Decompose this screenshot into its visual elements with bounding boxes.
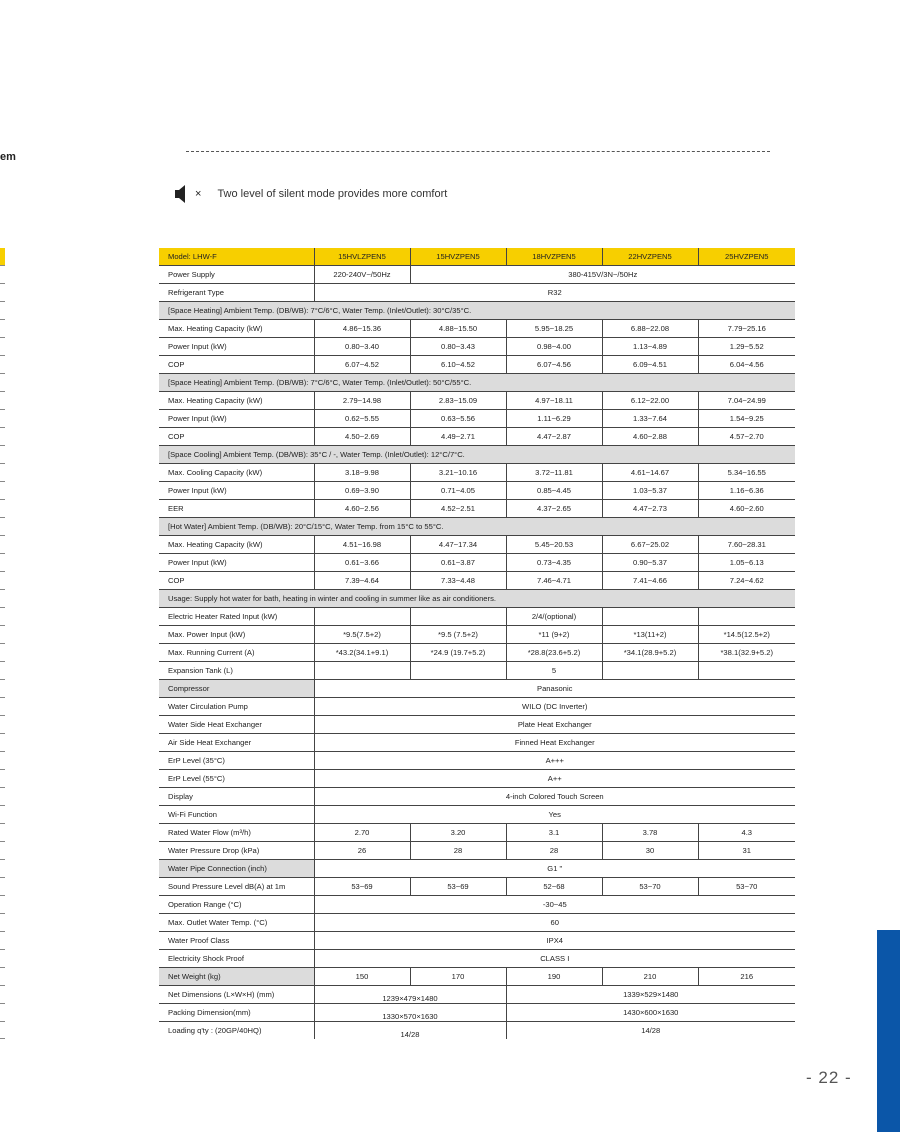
cell-value: R32 (314, 284, 795, 302)
row-tick (0, 319, 5, 320)
cell-value: WILO (DC Inverter) (314, 698, 795, 716)
cell-value: 5.95~18.25 (506, 320, 602, 338)
section-row (159, 518, 795, 536)
cell-value: 220-240V~/50Hz (314, 266, 410, 284)
cell-value: 4.60~2.88 (602, 428, 698, 446)
row-tick (0, 661, 5, 662)
row-label: Water Side Heat Exchanger (159, 716, 314, 734)
cell-value (314, 1022, 506, 1040)
table-row (159, 644, 795, 662)
cell-value: 4.61~14.67 (602, 464, 698, 482)
table-row (159, 806, 795, 824)
row-label: COP (159, 356, 314, 374)
table-row (159, 626, 795, 644)
row-label: ErP Level (35°C) (159, 752, 314, 770)
row-tick (0, 553, 5, 554)
cell-value: 190 (506, 968, 602, 986)
row-label: Packing Dimension(mm) (159, 1004, 314, 1022)
table-row (159, 734, 795, 752)
dashed-divider (186, 151, 770, 152)
cell-value: 5.34~16.55 (698, 464, 795, 482)
cell-value: *11 (9+2) (506, 626, 602, 644)
section-title: [Space Cooling] Ambient Temp. (DB/WB): 35°C / -, Water Temp. (Inlet/Outlet): 12°C/7°C. (159, 446, 795, 464)
row-label: Display (159, 788, 314, 806)
table-row (159, 554, 795, 572)
cell-value: *34.1(28.9+5.2) (602, 644, 698, 662)
table-row (159, 842, 795, 860)
row-label: Rated Water Flow (m³/h) (159, 824, 314, 842)
speaker-mute-icon (175, 185, 187, 203)
cell-text: 14/28 (400, 1030, 420, 1039)
table-row (159, 986, 795, 1004)
cell-value: 1.16~6.36 (698, 482, 795, 500)
cell-text: 1330×570×1630 (382, 1012, 438, 1021)
table-row (159, 338, 795, 356)
cell-value: 6.04~4.56 (698, 356, 795, 374)
table-row (159, 266, 795, 284)
row-label: Power Input (kW) (159, 554, 314, 572)
row-tick (0, 1021, 5, 1022)
cell-value: 53~69 (410, 878, 506, 896)
section-row (159, 590, 795, 608)
cell-value: 3.1 (506, 824, 602, 842)
row-label: Water Pressure Drop (kPa) (159, 842, 314, 860)
table-row (159, 752, 795, 770)
row-tick (0, 931, 5, 932)
cell-value: 0.85~4.45 (506, 482, 602, 500)
table-row (159, 1022, 795, 1040)
row-label: Max. Heating Capacity (kW) (159, 392, 314, 410)
cell-value: 28 (506, 842, 602, 860)
section-row (159, 446, 795, 464)
section-title: Usage: Supply hot water for bath, heating in winter and cooling in summer like as air conditioners. (159, 590, 795, 608)
row-label: Power Input (kW) (159, 338, 314, 356)
row-label: Water Proof Class (159, 932, 314, 950)
row-tick (0, 895, 5, 896)
row-label: Power Input (kW) (159, 410, 314, 428)
cell-value: 4.50~2.69 (314, 428, 410, 446)
table-row (159, 464, 795, 482)
cell-value: 0.61~3.66 (314, 554, 410, 572)
table-row (159, 410, 795, 428)
cell-value: 4.47~17.34 (410, 536, 506, 554)
row-tick (0, 625, 5, 626)
cell-value (698, 608, 795, 626)
cell-value: 1339×529×1480 (506, 986, 795, 1004)
cell-value: Yes (314, 806, 795, 824)
cell-value: 0.90~5.37 (602, 554, 698, 572)
row-label: Max. Heating Capacity (kW) (159, 536, 314, 554)
row-tick (0, 787, 5, 788)
row-tick (0, 589, 5, 590)
cell-value: *9.5 (7.5+2) (410, 626, 506, 644)
cell-value (602, 662, 698, 680)
row-label: Air Side Heat Exchanger (159, 734, 314, 752)
row-label: Max. Running Current (A) (159, 644, 314, 662)
row-tick (0, 355, 5, 356)
table-row (159, 482, 795, 500)
row-tick (0, 373, 5, 374)
row-label: Expansion Tank (L) (159, 662, 314, 680)
row-label: Compressor (159, 680, 314, 698)
side-accent-tab (877, 930, 900, 1132)
cell-value: 1.03~5.37 (602, 482, 698, 500)
cell-value: 53~69 (314, 878, 410, 896)
table-row (159, 914, 795, 932)
cell-value: 7.04~24.99 (698, 392, 795, 410)
row-label: Sound Pressure Level dB(A) at 1m (159, 878, 314, 896)
table-row (159, 428, 795, 446)
section-title: [Space Heating] Ambient Temp. (DB/WB): 7°C/6°C, Water Temp. (Inlet/Outlet): 50°C/55°C. (159, 374, 795, 392)
row-label: ErP Level (55°C) (159, 770, 314, 788)
table-row (159, 896, 795, 914)
row-label: COP (159, 428, 314, 446)
cell-value: 3.78 (602, 824, 698, 842)
row-tick (0, 751, 5, 752)
left-header-strip (0, 248, 5, 266)
cell-value: 7.79~25.16 (698, 320, 795, 338)
row-tick (0, 805, 5, 806)
cell-value: 4.37~2.65 (506, 500, 602, 518)
table-row (159, 500, 795, 518)
row-tick (0, 1003, 5, 1004)
row-tick (0, 985, 5, 986)
row-tick (0, 445, 5, 446)
cell-value: 2.70 (314, 824, 410, 842)
cell-value: 4.60~2.56 (314, 500, 410, 518)
cell-value: 5.45~20.53 (506, 536, 602, 554)
row-tick (0, 301, 5, 302)
cell-value: 26 (314, 842, 410, 860)
cell-value (602, 608, 698, 626)
cell-value: 31 (698, 842, 795, 860)
cell-value: G1 " (314, 860, 795, 878)
table-row (159, 950, 795, 968)
cell-value: 1.33~7.64 (602, 410, 698, 428)
row-tick (0, 607, 5, 608)
cell-value: 30 (602, 842, 698, 860)
cell-value: 0.80~3.40 (314, 338, 410, 356)
cell-value: 1.13~4.89 (602, 338, 698, 356)
row-tick (0, 499, 5, 500)
table-row (159, 932, 795, 950)
table-row (159, 662, 795, 680)
cell-value: 3.72~11.81 (506, 464, 602, 482)
header-row (159, 248, 795, 266)
cell-value: 4.47~2.87 (506, 428, 602, 446)
table-row (159, 968, 795, 986)
page-number: - 22 - (806, 1068, 852, 1087)
table-row (159, 770, 795, 788)
row-label: Power Input (kW) (159, 482, 314, 500)
cell-value (698, 662, 795, 680)
table-row (159, 680, 795, 698)
cell-value: 4.51~16.98 (314, 536, 410, 554)
cell-value: 1.05~6.13 (698, 554, 795, 572)
cell-value: 210 (602, 968, 698, 986)
cell-value: A+++ (314, 752, 795, 770)
cell-value: *28.8(23.6+5.2) (506, 644, 602, 662)
row-tick (0, 409, 5, 410)
cell-value: 5 (506, 662, 602, 680)
cell-value (314, 986, 506, 1004)
row-tick (0, 949, 5, 950)
cell-value: 6.09~4.51 (602, 356, 698, 374)
row-tick (0, 823, 5, 824)
cell-value: *14.5(12.5+2) (698, 626, 795, 644)
model-name: 25HVZPEN5 (698, 248, 795, 266)
cell-value: 4.86~15.36 (314, 320, 410, 338)
row-label: Wi-Fi Function (159, 806, 314, 824)
cell-value: CLASS I (314, 950, 795, 968)
row-label: EER (159, 500, 314, 518)
cell-value: -30~45 (314, 896, 795, 914)
table-row (159, 698, 795, 716)
cell-value (314, 608, 410, 626)
cell-value: 1.54~9.25 (698, 410, 795, 428)
cell-value: *43.2(34.1+9.1) (314, 644, 410, 662)
row-label: Max. Power Input (kW) (159, 626, 314, 644)
cell-value: 4-inch Colored Touch Screen (314, 788, 795, 806)
cell-value: 6.12~22.00 (602, 392, 698, 410)
row-label: Power Supply (159, 266, 314, 284)
cell-value: 4.47~2.73 (602, 500, 698, 518)
row-tick (0, 391, 5, 392)
row-label: Max. Heating Capacity (kW) (159, 320, 314, 338)
row-tick (0, 283, 5, 284)
cell-value: Panasonic (314, 680, 795, 698)
row-tick (0, 841, 5, 842)
model-name: 18HVZPEN5 (506, 248, 602, 266)
cell-value: 216 (698, 968, 795, 986)
cell-value: 1.29~5.52 (698, 338, 795, 356)
row-label: Electricity Shock Proof (159, 950, 314, 968)
row-tick (0, 967, 5, 968)
cell-value: 1.11~6.29 (506, 410, 602, 428)
row-tick (0, 535, 5, 536)
cell-value: 0.61~3.87 (410, 554, 506, 572)
cell-value: 4.97~18.11 (506, 392, 602, 410)
row-tick (0, 427, 5, 428)
table-row (159, 356, 795, 374)
table-row (159, 320, 795, 338)
table-row (159, 284, 795, 302)
cell-value: 6.10~4.52 (410, 356, 506, 374)
cell-value: 6.07~4.56 (506, 356, 602, 374)
row-tick (0, 715, 5, 716)
table-row (159, 608, 795, 626)
cell-value: 0.80~3.43 (410, 338, 506, 356)
cell-value: 2/4/(optional) (506, 608, 602, 626)
row-label: Water Pipe Connection (inch) (159, 860, 314, 878)
row-tick (0, 877, 5, 878)
table-row (159, 536, 795, 554)
cell-value: 7.24~4.62 (698, 572, 795, 590)
cell-value: Plate Heat Exchanger (314, 716, 795, 734)
cell-value: 2.79~14.98 (314, 392, 410, 410)
model-name: 15HVZPEN5 (410, 248, 506, 266)
row-tick (0, 769, 5, 770)
row-label: Water Circulation Pump (159, 698, 314, 716)
cell-value: 3.21~10.16 (410, 464, 506, 482)
cell-value: 7.41~4.66 (602, 572, 698, 590)
cell-value: 60 (314, 914, 795, 932)
cell-value: 53~70 (602, 878, 698, 896)
cell-value: *24.9 (19.7+5.2) (410, 644, 506, 662)
cell-value (410, 608, 506, 626)
cell-value: *13(11+2) (602, 626, 698, 644)
cell-value: A++ (314, 770, 795, 788)
x-mark: × (195, 188, 202, 200)
row-tick (0, 337, 5, 338)
row-tick (0, 859, 5, 860)
cell-value: 53~70 (698, 878, 795, 896)
section-title: [Hot Water] Ambient Temp. (DB/WB): 20°C/15°C, Water Temp. from 15°C to 55°C. (159, 518, 795, 536)
row-label: COP (159, 572, 314, 590)
cell-value: 14/28 (506, 1022, 795, 1040)
row-label: Operation Range (°C) (159, 896, 314, 914)
cell-value: 4.52~2.51 (410, 500, 506, 518)
cell-value: 170 (410, 968, 506, 986)
cell-value: IPX4 (314, 932, 795, 950)
cell-value: 7.46~4.71 (506, 572, 602, 590)
left-edge-text: em (0, 151, 16, 163)
cell-value: 0.71~4.05 (410, 482, 506, 500)
table-row (159, 1004, 795, 1022)
row-tick (0, 481, 5, 482)
cell-value: *9.5(7.5+2) (314, 626, 410, 644)
cell-value: *38.1(32.9+5.2) (698, 644, 795, 662)
row-label: Max. Cooling Capacity (kW) (159, 464, 314, 482)
cell-value: 7.33~4.48 (410, 572, 506, 590)
cell-value: 1430×600×1630 (506, 1004, 795, 1022)
row-tick (0, 463, 5, 464)
cell-value: 6.88~22.08 (602, 320, 698, 338)
row-tick (0, 517, 5, 518)
row-label: Net Weight (kg) (159, 968, 314, 986)
row-label: Loading q'ty : (20GP/40HQ) (168, 1026, 262, 1035)
model-name: 22HVZPEN5 (602, 248, 698, 266)
silent-mode-feature (175, 184, 447, 204)
row-label: Electric Heater Rated Input (kW) (159, 608, 314, 626)
row-tick (0, 643, 5, 644)
table-row (159, 788, 795, 806)
section-row (159, 302, 795, 320)
table-row (159, 878, 795, 896)
spec-table (159, 248, 795, 1039)
table-row (159, 824, 795, 842)
row-label: Refrigerant Type (159, 284, 314, 302)
section-title: [Space Heating] Ambient Temp. (DB/WB): 7°C/6°C, Water Temp. (Inlet/Outlet): 30°C/35°C. (159, 302, 795, 320)
cell-value: 2.83~15.09 (410, 392, 506, 410)
cell-value (410, 662, 506, 680)
row-tick (0, 733, 5, 734)
row-tick (0, 697, 5, 698)
feature-text: Two level of silent mode provides more comfort (217, 188, 448, 200)
cell-value: 0.62~5.55 (314, 410, 410, 428)
cell-value: 4.88~15.50 (410, 320, 506, 338)
cell-value: 52~68 (506, 878, 602, 896)
row-tick (0, 265, 5, 266)
cell-value: 380-415V/3N~/50Hz (410, 266, 795, 284)
row-tick (0, 1038, 5, 1039)
cell-value (314, 1004, 506, 1022)
cell-value: 3.18~9.98 (314, 464, 410, 482)
model-name: 15HVLZPEN5 (314, 248, 410, 266)
cell-value: 0.98~4.00 (506, 338, 602, 356)
table-row (159, 392, 795, 410)
row-tick (0, 571, 5, 572)
cell-value (314, 662, 410, 680)
row-label: Net Dimensions (L×W×H) (mm) (159, 986, 314, 1004)
cell-value: 28 (410, 842, 506, 860)
cell-value: 7.60~28.31 (698, 536, 795, 554)
cell-value: 7.39~4.64 (314, 572, 410, 590)
cell-value: 4.49~2.71 (410, 428, 506, 446)
cell-value: 150 (314, 968, 410, 986)
section-row (159, 374, 795, 392)
cell-value: Finned Heat Exchanger (314, 734, 795, 752)
cell-value: 0.73~4.35 (506, 554, 602, 572)
cell-value: 4.3 (698, 824, 795, 842)
cell-text: 1239×479×1480 (382, 994, 438, 1003)
cell-value: 0.69~3.90 (314, 482, 410, 500)
model-label: Model: LHW-F (159, 248, 314, 266)
row-tick (0, 913, 5, 914)
cell-value: 4.57~2.70 (698, 428, 795, 446)
table-row (159, 572, 795, 590)
cell-value: 4.60~2.60 (698, 500, 795, 518)
cell-value: 3.20 (410, 824, 506, 842)
table-row (159, 716, 795, 734)
cell-value: 0.63~5.56 (410, 410, 506, 428)
row-label: Max. Outlet Water Temp. (°C) (159, 914, 314, 932)
cell-value: 6.07~4.52 (314, 356, 410, 374)
row-tick (0, 679, 5, 680)
cell-value: 6.67~25.02 (602, 536, 698, 554)
table-row (159, 860, 795, 878)
